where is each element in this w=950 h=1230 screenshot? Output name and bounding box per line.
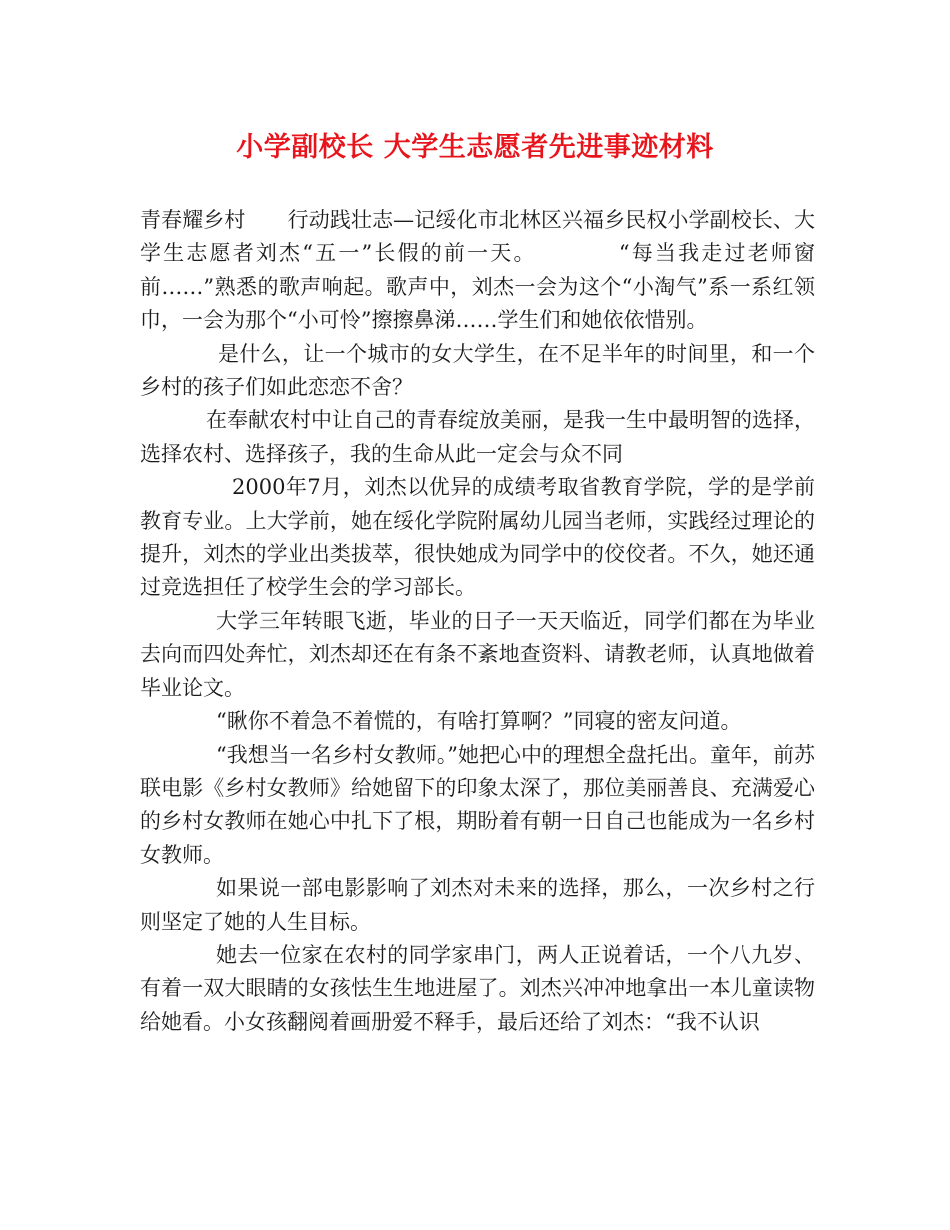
paragraph-roommate-question: “瞅你不着急不着慌的，有啥打算啊？”同寝的密友问道。	[216, 709, 742, 734]
paragraph-film-influence: 如果说一部电影影响了刘杰对未来的选择，那么，一次乡村之行则坚定了她的人生目标。	[140, 876, 815, 934]
document-title: 小学副校长 大学生志愿者先进事迹材料	[236, 132, 714, 163]
paragraph-rural-teacher: “我想当一名乡村女教师。”她把心中的理想全盘托出。童年，前苏联电影《乡村女教师》给她留下的印象太深了，那位美丽善良、充满爱心的乡村女教师在她心中扎下了根，期盼着有朝一日自己也能成为一名乡村女教师。	[140, 742, 815, 867]
paragraph-intro: 青春耀乡村 行动践壮志—记绥化市北林区兴福乡民权小学副校长、大学生志愿者刘杰“五一”长假的前一天。 “每当我走过老师窗前……”熟悉的歌声响起。歌声中，刘杰一会为这个“小淘气”系一系红领巾，一会为那个“小可怜”擦擦鼻涕……学生们和她依依惜别。	[140, 208, 815, 333]
paragraph-graduation: 大学三年转眼飞逝，毕业的日子一天天临近，同学们都在为毕业去向而四处奔忙，刘杰却还在有条不紊地查资料、请教老师，认真地做着毕业论文。	[140, 608, 815, 700]
document-body	[140, 204, 815, 1039]
paragraph-question: 是什么，让一个城市的女大学生，在不足半年的时间里，和一个乡村的孩子们如此恋恋不舍？	[140, 341, 815, 400]
paragraph-village-visit: 她去一位家在农村的同学家串门，两人正说着话，一个八九岁、有着一双大眼睛的女孩怯生生地进屋了。刘杰兴冲冲地拿出一本儿童读物给她看。小女孩翻阅着画册爱不释手，最后还给了刘杰：“我不认识	[140, 942, 815, 1034]
paragraph-heading-quote: 在奉献农村中让自己的青春绽放美丽，是我一生中最明智的选择，选择农村、选择孩子，我的生命从此一定会与众不同	[140, 408, 815, 466]
paragraph-2000: 2000年7月，刘杰以优异的成绩考取省教育学院，学的是学前教育专业。上大学前，她在绥化学院附属幼儿园当老师，实践经过理论的提升，刘杰的学业出类拔萃，很快她成为同学中的佼佼者。不久，她还通过竞选担任了校学生会的学习部长。	[140, 475, 815, 600]
